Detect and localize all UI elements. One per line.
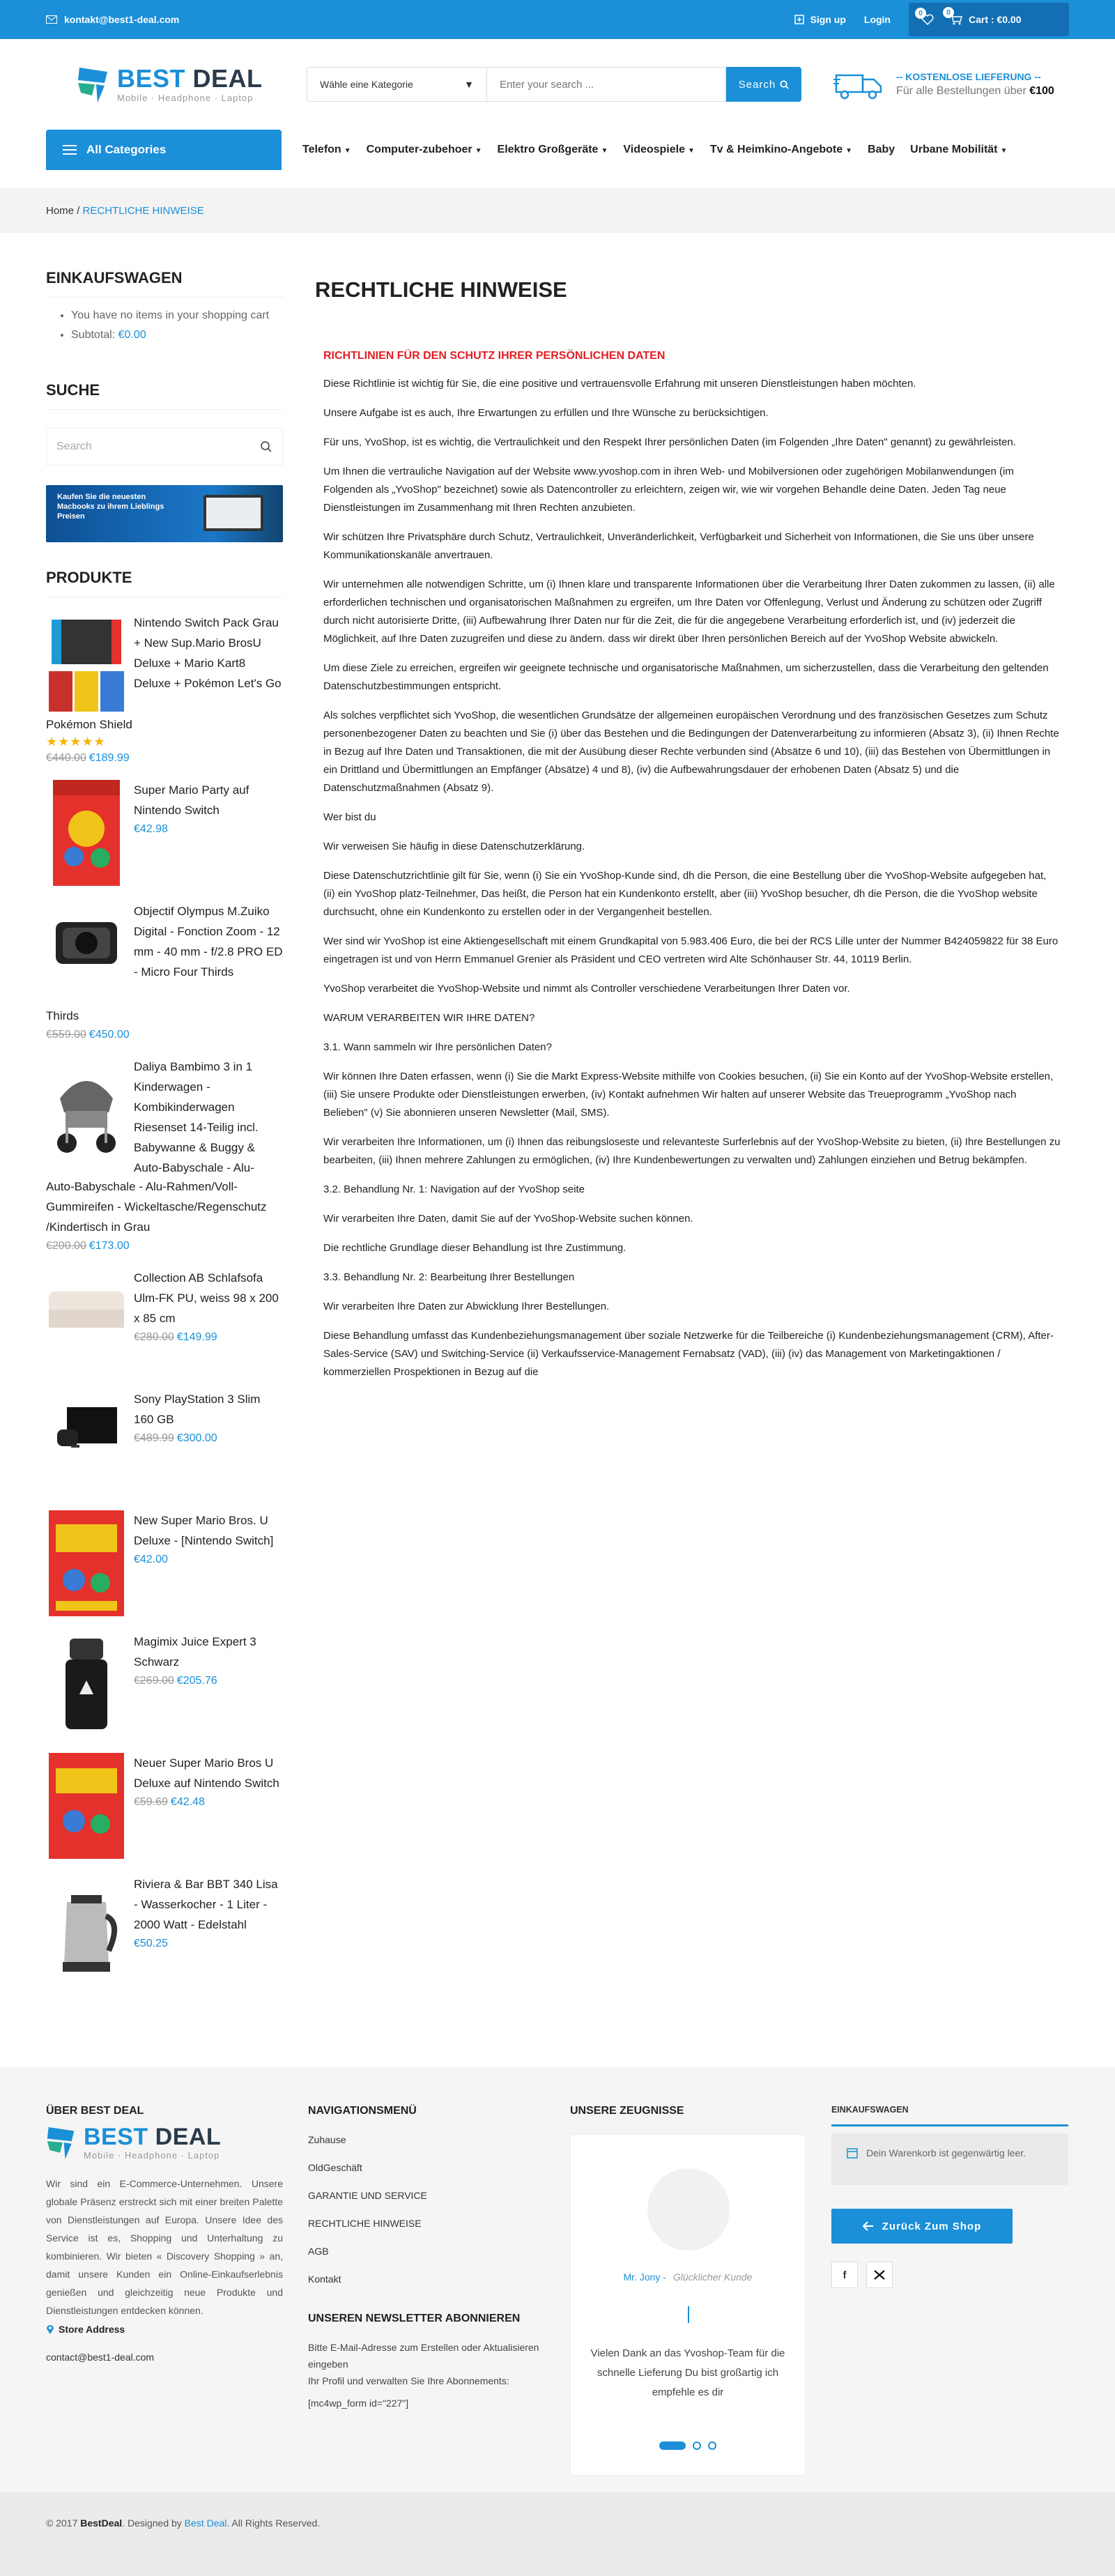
paragraph: Wir verarbeiten Ihre Informationen, um (i) Ihnen das reibungsloseste und relevanteste Surferlebnis auf der YvoShop-Website zu bieten, (ii) Ihre Bestellungen zu bearbeiten, (iii) Ihnen mehrere Zahlungen zu ermöglichen, (iv) Ihre Kundenbewertungen zu verwalten und) Zahlungen einziehen und Betrug bekämpfen. [323,1136,1061,1166]
menu-item-elektro[interactable] [498,144,608,156]
sidebar-search-placeholder: Search [56,440,92,452]
product-thumbnail [46,1057,127,1158]
paragraph: WARUM VERARBEITEN WIR IHRE DATEN? [323,1012,535,1024]
paragraph: 3.2. Behandlung Nr. 1: Navigation auf der YvoShop seite [323,1183,585,1195]
product-image[interactable] [46,613,127,719]
menu-label: Urbane Mobilität [910,144,998,155]
rating-stars: ★★★★★ [46,735,106,749]
shipping-text: Für alle Bestellungen über [896,85,1026,97]
old-price: €269.00 [134,1675,174,1687]
menu-item-baby[interactable] [868,144,895,156]
product-thumbnail [46,1753,127,1859]
product-price [134,1331,283,1344]
old-price: €59.69 [134,1796,168,1808]
menu-label: Videospiele [623,144,685,155]
product-image[interactable] [46,1268,127,1374]
product-price [134,1938,283,1950]
envelope-icon [46,15,57,24]
new-price: €300.00 [176,1432,217,1444]
logo-deal: DEAL [192,63,263,93]
product-item[interactable] [46,613,283,765]
store-address[interactable] [46,2324,283,2335]
logo-best: BEST [84,2123,148,2150]
footer-link-kontakt[interactable]: Kontakt [308,2274,341,2285]
footer-cart-title: EINKAUFSWAGEN [831,2105,1068,2126]
search-icon[interactable] [260,440,272,453]
hamburger-icon [63,145,77,155]
menu-item-tv-heimkino[interactable] [710,144,852,156]
breadcrumb-current: RECHTLICHE HINWEISE [82,204,204,217]
cart-button[interactable] [946,8,1022,26]
paragraph: Um diese Ziele zu erreichen, ergreifen wir geeignete technische und organisatorische Maßnahmen, um sicherzustellen, dass die Verarbeitung den geltenden Datenschutzbestimmungen entspricht. [323,662,1049,692]
social-links [831,2262,1068,2288]
old-price: €440.00 [46,752,86,764]
footer-logo[interactable] [46,2124,307,2161]
map-pin-icon [46,2324,54,2335]
product-thumbnail [46,1632,127,1738]
newsletter-form: [mc4wp_form id="227"] [308,2398,409,2409]
sidebar-cart [71,306,283,345]
paragraph: 3.3. Behandlung Nr. 2: Bearbeitung Ihrer Bestellungen [323,1271,575,1283]
carousel-dot[interactable] [693,2441,701,2450]
paragraph: Diese Datenschutzrichtlinie gilt für Sie, wenn (i) Sie ein YvoShop-Kunde sind, dh die Person, die eine Bestellung über die YvoShop-Website aufgegeben hat, (ii) ein YvoShop platz-Teilnehmer, Das heißt, die Person hat ein Kundenkonto erstellt, aber (iii) YvoShop besucher, dh die Person, die die YvoShop website durchsucht, ohne ein Kundenkonto zu erstellen oder in der Vergangenheit bestellen. [323,870,1047,918]
sidebar-search-title: SUCHE [46,381,283,410]
signup-icon [794,14,805,25]
menu-item-urbane-mobilitaet[interactable] [910,144,1007,156]
site-logo[interactable] [46,65,307,104]
product-name[interactable]: Riviera & Bar BBT 340 Lisa - Wasserkocher - 1 Liter - 2000 Watt - Edelstahl [134,1878,278,1931]
footer-link-oldgeschaeft[interactable]: OldGeschäft [308,2162,362,2173]
product-thumbnail [46,1874,127,1980]
old-price: €489.99 [134,1432,174,1444]
copyright-suffix: . All Rights Reserved. [226,2517,321,2529]
copyright-prefix: © 2017 [46,2517,81,2529]
product-name[interactable]: Objectif Olympus M.Zuiko Digital - Fonction Zoom - 12 mm - 40 mm - f/2.8 PRO ED - Micro Four Thirds [134,905,283,979]
footer-cart [831,2105,1068,2288]
twitter-icon[interactable] [866,2262,893,2288]
quote-divider [688,2306,689,2323]
delivery-truck-icon [833,67,886,102]
paragraph: Unsere Aufgabe ist es auch, Ihre Erwartungen zu erfüllen und Ihre Wünsche zu berücksichtigen. [323,407,769,419]
product-image[interactable] [46,1874,127,1980]
free-shipping-info [833,67,1054,102]
author-name: Mr. Jony [623,2271,661,2283]
testimonial-quote: Vielen Dank an das Yvoshop-Team für die schnelle Lieferung Du bist großartig ich empfehle es dir [590,2347,785,2398]
footer-nav-links [308,2134,552,2285]
product-price [134,1796,283,1809]
menu-label: Tv & Heimkino-Angebote [709,144,843,155]
breadcrumb-home[interactable]: Home [46,204,75,217]
copyright-link[interactable]: Best Deal [184,2517,227,2529]
product-name[interactable]: Collection AB Schlafsofa Ulm-FK PU, weiss 98 x 200 x 85 cm [134,1271,279,1325]
newsletter-title: UNSEREN NEWSLETTER ABONNIEREN [308,2313,521,2324]
laptop-image [203,495,263,531]
sidebar [46,269,283,1980]
paragraph: Als solches verpflichtet sich YvoShop, die wesentlichen Grundsätze der allgemeinen europäischen Verordnung und des französischen Gesetzes zum Schutz personenbezogener Daten zu beachten und Sie (i) über das Bestehen und die Bedingungen der Datenverarbeitung zu informieren (Absatz 3), (ii) Ihnen Rechte in Bezug auf Ihre Daten und Transaktionen, die mit der Ausübung dieser Rechte verbunden sind (Absätze 6 und 10), (iii) das Bestehen von Übermittlungen in ein Drittland und Übermittlungen an Empfänger (Absätze) 4 und 8), (iv) die Aufbewahrungsdauer der erhobenen Daten (Absatz 5) und die Datenschutzmaßnahmen (Absatz 9). [323,710,1059,794]
author-role: Glücklicher Kunde [672,2271,753,2283]
sidebar-products-title: PRODUKTE [46,569,283,597]
product-thumbnail [46,1510,127,1616]
footer-contact-email[interactable]: contact@best1-deal.com [46,2352,155,2363]
product-image[interactable] [46,1510,127,1616]
copyright-bar [0,2492,1115,2576]
menu-label: Telefon [302,144,341,155]
logo-tagline: Mobile · Headphone · Laptop [117,92,254,103]
caret-down-icon: ▼ [845,147,853,155]
caret-down-icon: ▼ [688,147,695,155]
new-price: €149.99 [176,1331,217,1343]
wishlist-button[interactable] [918,9,934,25]
category-select[interactable] [307,67,486,102]
logo-mark-icon [77,65,110,104]
footer-link-rechtliche-hinweise[interactable]: RECHTLICHE HINWEISE [308,2218,422,2229]
product-price [46,1240,283,1252]
menu-label: Baby [868,144,895,155]
store-address-label: Store Address [59,2324,125,2335]
main-content [315,269,1069,1980]
carousel-dot[interactable] [659,2441,686,2450]
product-name-overflow: Auto-Babyschale - Alu-Rahmen/Voll-Gummireifen - Wickeltasche/Regenschutz /Kindertisch in Grau [46,1180,267,1234]
product-image[interactable] [46,1632,127,1738]
paragraph: Wir schützen Ihre Privatsphäre durch Schutz, Vertraulichkeit, Unveränderlichkeit, Verfügbarkeit und Sicherheit von Informationen, die Sie uns über unsere Kommunikationskanäle anvertrauen. [323,531,1034,561]
product-name[interactable]: New Super Mario Bros. U Deluxe - [Nintendo Switch] [134,1514,274,1547]
cart-total: Cart : €0.00 [969,14,1022,25]
product-image[interactable] [46,1389,127,1495]
top-bar [0,0,1115,39]
breadcrumb-separator: / [74,204,83,217]
paragraph: Für uns, YvoShop, ist es wichtig, die Vertraulichkeit und den Respekt Ihrer persönlichen Daten (im Folgenden „Ihre Daten" genannt) zu gewährleisten. [323,436,1016,448]
paragraph: Um Ihnen die vertrauliche Navigation auf der Website www.yvoshop.com in ihren Web- und Mobilversionen oder zugehörigen Mobilanwendungen (im Folgenden als „YvoShop" bezeichnet) sowie als Datencontroller zu erleichtern, zeigen wir, wie wir vorgehen Behandle deine Daten. Jeden Tag neue Dienstleistungen im Zusammenhang mit Ihren Rechten anzubieten. [323,466,1014,514]
logo-deal: DEAL [155,2123,222,2150]
paragraph: Diese Behandlung umfasst das Kundenbeziehungsmanagement über soziale Netzwerke für die Teilbereiche (i) Kundenbeziehungsmanagement (CRM), After-Sales-Service (SAV) und Switching-Service (ii) Verkaufsservice-Management Fernabsatz (VAD), (iii) (iv) das Management von Marketingaktionen / kommerziellen Prospektionen in Bezug auf die [323,1330,1054,1378]
new-price: €173.00 [89,1240,130,1252]
search-input[interactable] [486,67,726,102]
product-price [134,1432,283,1445]
product-item[interactable] [46,1268,283,1374]
caret-down-icon: ▼ [475,147,482,155]
paragraph: Diese Richtlinie ist wichtig für Sie, die eine positive und vertrauensvolle Erfahrung mit unseren Dienstleistungen haben möchten. [323,378,916,390]
back-to-shop-label: Zurück Zum Shop [882,2220,982,2232]
login-link[interactable]: Login [863,14,891,25]
caret-down-icon: ▼ [1000,147,1008,155]
sidebar-search-input[interactable] [46,428,283,466]
signup-link[interactable] [794,14,846,25]
testimonial-author: Mr. Jony - Glücklicher Kunde [623,2271,753,2283]
subtotal-label: Subtotal: [71,329,118,341]
breadcrumb [0,188,1115,233]
sidebar-cart-empty: • You have no items in your shopping cart [71,306,283,325]
menu-item-telefon[interactable] [302,144,351,156]
menu-item-videospiele[interactable] [623,144,695,156]
category-select-value: Wähle eine Kategorie [320,79,413,90]
footer-about [46,2105,283,2363]
search-button[interactable] [726,67,801,102]
product-name[interactable]: Magimix Juice Expert 3 Schwarz [134,1635,256,1669]
all-categories-button[interactable] [46,130,282,170]
testimonial-card [570,2134,806,2476]
carousel-dots [571,2441,805,2450]
menu-label: Computer-zubehoer [366,144,472,155]
paragraph: 3.1. Wann sammeln wir Ihre persönlichen Daten? [323,1041,552,1053]
footer-link-agb[interactable]: AGB [308,2246,329,2257]
carousel-dot[interactable] [708,2441,716,2450]
all-categories-label: All Categories [86,143,167,156]
paragraph: Wer sind wir YvoShop ist eine Aktiengesellschaft mit einem Grundkapital von 5.983.406 Euro, die bei der RCS Lille unter der Nummer B424059822 für 38 Euro eingetragen ist und von Herrn Emmanuel Grenier als Präsident und CEO vertreten wird Alte Schönhauser Str. 44, 10119 Berlin. [323,935,1059,965]
macbook-promo-banner[interactable] [46,485,283,542]
calendar-icon [847,2147,858,2159]
sidebar-cart-title: EINKAUFSWAGEN [46,269,283,298]
product-image[interactable] [46,780,127,886]
product-search [307,67,801,102]
paragraph: Wir verweisen Sie häufig in diese Datenschutzerklärung. [323,841,585,852]
product-thumbnail [46,780,127,886]
footer-about-title: ÜBER BEST DEAL [46,2105,144,2117]
product-list [46,613,283,1980]
empty-cart-notice [831,2133,1068,2185]
new-price: €42.00 [134,1554,168,1565]
banner-text: Kaufen Sie die neuesten Macbooks zu ihrem Lieblings Preisen [57,493,164,521]
copyright-mid: . Designed by [122,2517,185,2529]
product-image[interactable] [46,1057,127,1163]
product-item[interactable] [46,780,283,886]
arrow-left-icon [863,2221,874,2231]
new-price: €42.48 [170,1796,205,1808]
page-title: RECHTLICHE HINWEISE [315,277,567,302]
site-header [0,39,1115,130]
caret-down-icon: ▼ [601,147,608,155]
contact-email[interactable] [46,14,179,25]
product-thumbnail [46,1268,127,1351]
search-button-label: Search [738,78,776,91]
paragraph: Wir unternehmen alle notwendigen Schritte, um (i) Ihnen klare und transparente Informationen über die Verarbeitung Ihrer Daten zukommen zu lassen, (ii) alle erforderlichen technischen und organisatorischen Maßnahmen zu ergreifen, um Ihre Daten vor Offenlegung, Verlust und Änderung zu schützen oder Zugriff durch nicht autorisierte Dritte, (iii) Aufbewahrung Ihrer Daten nur für die Zeit, die für die angegebene Verarbeitung erforderlich ist, und (iv) jederzeit die Möglichkeit, auf Ihre Daten zuzugreifen und diese zu ändern. dass wir direkt über Ihren persönlichen Bereich auf der YvoShop Website abwickeln. [323,578,1055,645]
new-price: €189.99 [89,752,130,764]
paragraph: YvoShop verarbeitet die YvoShop-Website und nimmt als Controller verschiedene Verarbeitungen Ihrer Daten vor. [323,983,850,995]
product-item[interactable] [46,901,283,1041]
signup-label: Sign up [810,14,846,25]
legal-text [315,332,1069,1408]
product-name-overflow: Pokémon Shield [46,718,132,731]
product-name[interactable]: Sony PlayStation 3 Slim 160 GB [134,1393,261,1426]
product-name[interactable]: Super Mario Party auf Nintendo Switch [134,783,249,817]
product-price [46,1029,283,1041]
footer-testimonials [570,2105,806,2117]
product-thumbnail [46,1389,127,1473]
footer-nav-title: NAVIGATIONSMENÜ [308,2105,417,2117]
logo-mark-icon [46,2124,77,2161]
product-image[interactable] [46,901,127,1007]
avatar [647,2168,730,2251]
newsletter-text: Bitte E-Mail-Adresse zum Erstellen oder Aktualisieren eingeben Ihr Profil und verwalten Sie Ihre Abonnements: [308,2342,539,2386]
paragraph: Die rechtliche Grundlage dieser Behandlung ist Ihre Zustimmung. [323,1242,626,1254]
product-name[interactable]: Neuer Super Mario Bros U Deluxe auf Nintendo Switch [134,1756,279,1790]
shipping-amount: €100 [1029,85,1054,97]
product-price [134,823,283,836]
contact-email-text: kontakt@best1-deal.com [64,14,180,25]
product-item[interactable] [46,1632,283,1738]
product-price [134,1675,283,1687]
footer-link-garantie[interactable]: GARANTIE UND SERVICE [308,2190,427,2201]
product-name[interactable]: Daliya Bambimo 3 in 1 Kinderwagen - Kombikinderwagen Riesenset 14-Teilig incl. Babywanne & Buggy & Auto-Babyschale - Alu- [134,1060,259,1174]
header-cart[interactable] [909,3,1069,36]
new-price: €42.98 [134,823,168,835]
main-navigation [0,130,1115,170]
product-item[interactable] [46,1389,283,1495]
copyright-brand: BestDeal [80,2517,123,2529]
subtotal-value: €0.00 [118,329,146,341]
new-price: €205.76 [176,1675,217,1687]
old-price: €280.00 [134,1331,174,1343]
cart-count: 0 [943,7,954,18]
old-price: €559.00 [46,1029,86,1041]
paragraph: Wir verarbeiten Ihre Daten, damit Sie auf der YvoShop-Website suchen können. [323,1213,693,1225]
new-price: €450.00 [89,1029,130,1041]
product-item[interactable] [46,1874,283,1980]
product-item[interactable] [46,1753,283,1859]
sidebar-subtotal [71,325,283,345]
back-to-shop-button[interactable] [831,2209,1013,2244]
facebook-icon[interactable]: f [831,2262,858,2288]
product-price [134,1554,283,1566]
product-price [46,752,283,765]
shipping-title: -- KOSTENLOSE LIEFERUNG -- [896,71,1041,82]
product-image[interactable] [46,1753,127,1859]
old-price: €200.00 [46,1240,86,1252]
paragraph: Wir können Ihre Daten erfassen, wenn (i) Sie die Markt Express-Website mithilfe von Cookies besuchen, (ii) Sie ein Konto auf der YvoShop-Website erstellen, (iii) Sie unsere Produkte oder Dienstleistungen erwerben, (iv) Kontakt aufnehmen Wir halten auf unserer Website das Treueprogramm „YvoShop nach Belieben" (v) Sie abonnieren unseren Newsletter (Mail, SMS). [323,1071,1054,1119]
wishlist-count: 0 [915,8,926,19]
empty-cart-text: Dein Warenkorb ist gegenwärtig leer. [866,2147,1026,2159]
menu-label: Elektro Großgeräte [497,144,599,155]
caret-down-icon: ▼ [344,147,351,155]
footer-about-text: Wir sind ein E-Commerce-Unternehmen. Unsere globale Präsenz erstreckt sich mit einer breiten Palette von Dienstleistungen auf Europa. Unsere Idee des Service ist es, Shopping und Unterhaltung zu kombinieren. Wir bieten « Discovery Shopping » an, damit unsere Kunden ein Online-Einkaufserlebnis genießen und gleichzeitig neue Produkte und Dienstleistungen entdecken können. [46,2178,283,2316]
paragraph: Wer bist du [323,811,376,823]
menu-item-computer-zubehoer[interactable] [367,144,482,156]
new-price: €50.25 [134,1938,168,1949]
menu-bar [302,144,1007,156]
logo-tagline: Mobile · Headphone · Laptop [84,2149,220,2161]
search-icon [780,80,789,89]
footer-navigation [308,2105,552,2409]
product-item[interactable] [46,1510,283,1616]
product-thumbnail [46,613,127,719]
legal-heading: RICHTLINIEN FÜR DEN SCHUTZ IHRER PERSÖNLICHEN DATEN [323,350,666,362]
product-item[interactable] [46,1057,283,1252]
product-thumbnail [46,901,127,985]
logo-best: BEST [117,63,186,93]
testimonials-title: UNSERE ZEUGNISSE [570,2105,684,2117]
product-name[interactable]: Nintendo Switch Pack Grau + New Sup.Mario BrosU Deluxe + Mario Kart8 Deluxe + Pokémon Let's Go [134,616,282,690]
product-name-overflow: Thirds [46,1009,79,1022]
footer-link-zuhause[interactable]: Zuhause [308,2134,346,2145]
paragraph: Wir verarbeiten Ihre Daten zur Abwicklung Ihrer Bestellungen. [323,1301,610,1312]
footer [0,2067,1115,2492]
caret-down-icon: ▼ [464,79,474,90]
